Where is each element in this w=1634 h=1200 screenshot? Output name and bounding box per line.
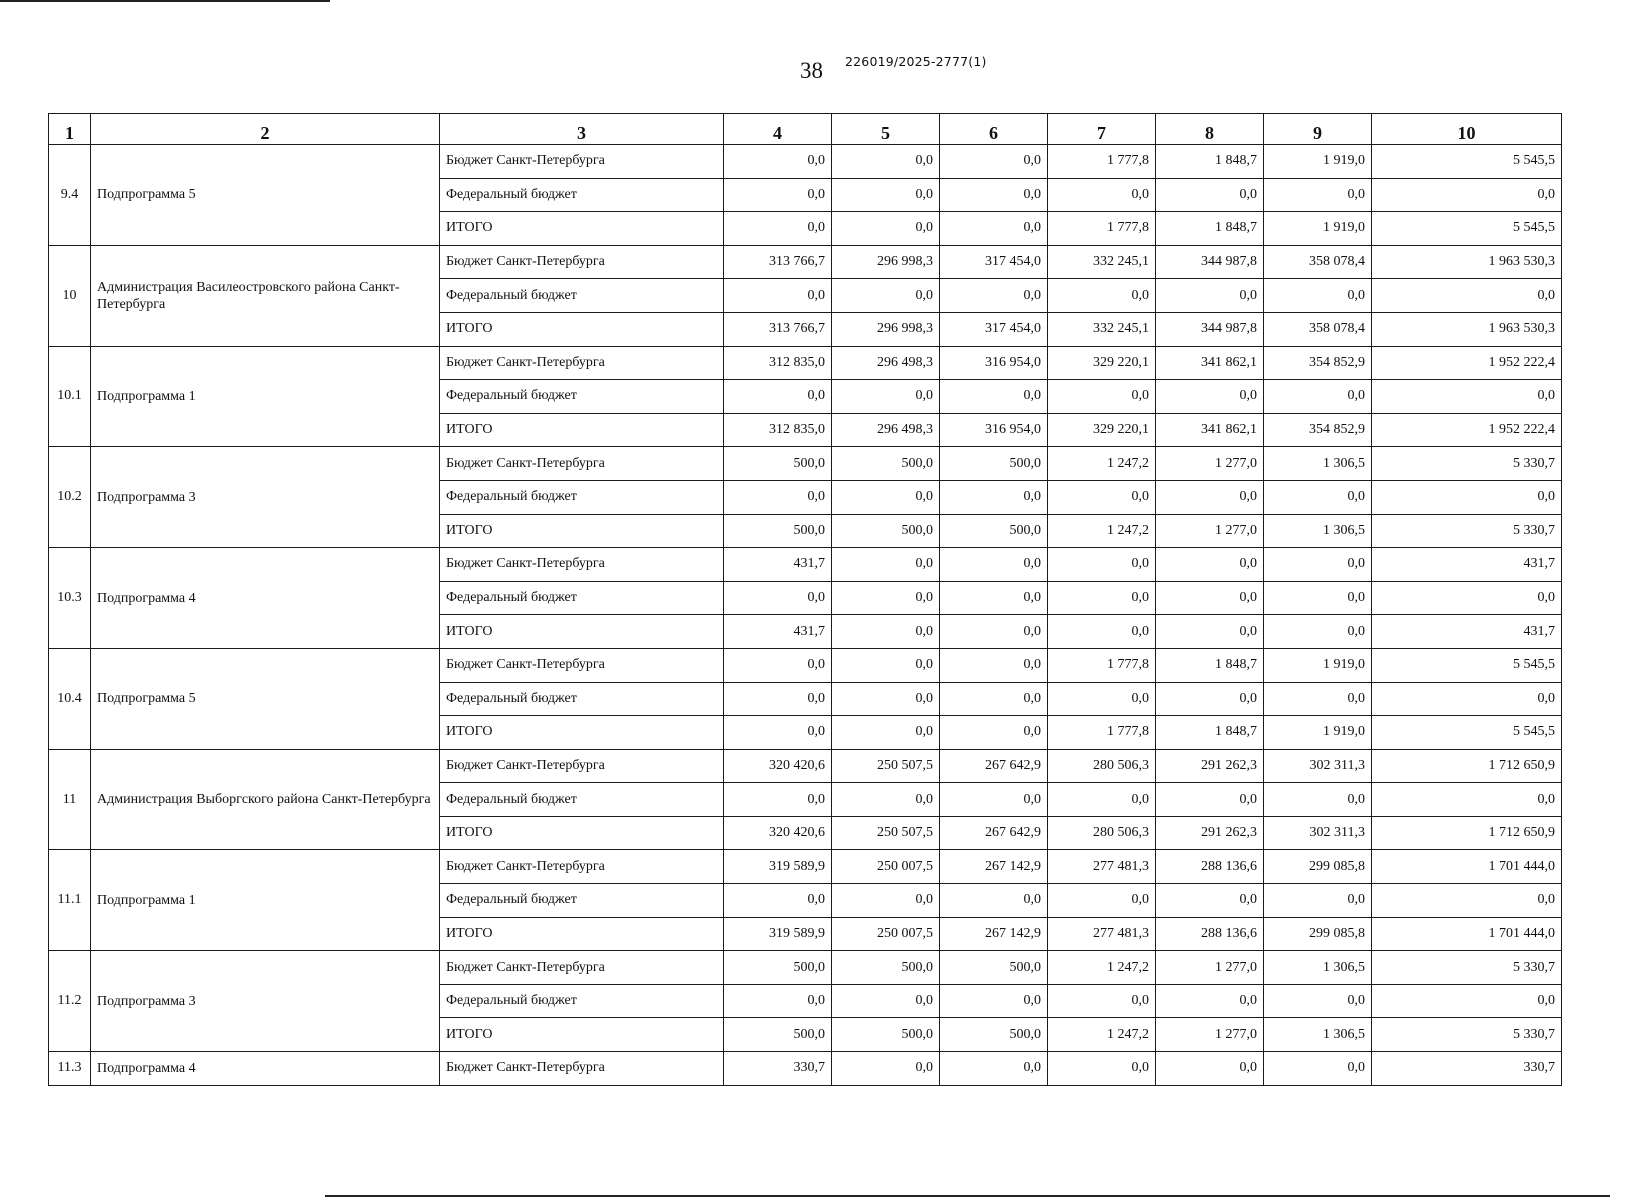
- value-cell: 0,0: [1264, 884, 1372, 918]
- value-cell: 330,7: [724, 1052, 832, 1086]
- row-number: 9.4: [49, 145, 91, 246]
- value-cell: 313 766,7: [724, 245, 832, 279]
- row-number: 11: [49, 749, 91, 850]
- total-value-cell: 0,0: [1372, 682, 1562, 716]
- value-cell: 1 306,5: [1264, 447, 1372, 481]
- value-cell: 431,7: [724, 615, 832, 649]
- row-number: 10.2: [49, 447, 91, 548]
- value-cell: 344 987,8: [1156, 312, 1264, 346]
- total-value-cell: 1 712 650,9: [1372, 816, 1562, 850]
- value-cell: 332 245,1: [1048, 312, 1156, 346]
- value-cell: 0,0: [724, 783, 832, 817]
- budget-table: [48, 113, 1562, 1086]
- row-name: Администрация Василеостровского района Санкт-Петербурга: [91, 245, 440, 346]
- value-cell: 0,0: [832, 648, 940, 682]
- value-cell: 500,0: [940, 447, 1048, 481]
- funding-source: ИТОГО: [440, 917, 724, 951]
- total-value-cell: 5 545,5: [1372, 648, 1562, 682]
- value-cell: 0,0: [724, 480, 832, 514]
- value-cell: 0,0: [1264, 1052, 1372, 1086]
- value-cell: 1 247,2: [1048, 514, 1156, 548]
- funding-source: Бюджет Санкт-Петербурга: [440, 1052, 724, 1086]
- row-name: Подпрограмма 3: [91, 951, 440, 1052]
- value-cell: 267 142,9: [940, 850, 1048, 884]
- value-cell: 0,0: [1048, 783, 1156, 817]
- value-cell: 288 136,6: [1156, 917, 1264, 951]
- total-value-cell: 0,0: [1372, 984, 1562, 1018]
- value-cell: 500,0: [724, 951, 832, 985]
- value-cell: 250 007,5: [832, 850, 940, 884]
- row-number: 11.1: [49, 850, 91, 951]
- value-cell: 0,0: [832, 682, 940, 716]
- value-cell: 1 919,0: [1264, 145, 1372, 179]
- funding-source: Федеральный бюджет: [440, 581, 724, 615]
- value-cell: 358 078,4: [1264, 245, 1372, 279]
- value-cell: 1 848,7: [1156, 648, 1264, 682]
- value-cell: 500,0: [832, 951, 940, 985]
- value-cell: 0,0: [1156, 615, 1264, 649]
- table-row: [49, 245, 1562, 279]
- value-cell: 0,0: [724, 648, 832, 682]
- value-cell: 329 220,1: [1048, 413, 1156, 447]
- funding-source: Федеральный бюджет: [440, 884, 724, 918]
- value-cell: 296 498,3: [832, 413, 940, 447]
- value-cell: 0,0: [832, 783, 940, 817]
- funding-source: Федеральный бюджет: [440, 380, 724, 414]
- value-cell: 0,0: [1048, 1052, 1156, 1086]
- value-cell: 316 954,0: [940, 346, 1048, 380]
- value-cell: 0,0: [940, 548, 1048, 582]
- value-cell: 0,0: [1264, 783, 1372, 817]
- total-value-cell: 1 701 444,0: [1372, 850, 1562, 884]
- total-value-cell: 0,0: [1372, 783, 1562, 817]
- total-value-cell: 5 545,5: [1372, 212, 1562, 246]
- table-row: [49, 951, 1562, 985]
- funding-source: Федеральный бюджет: [440, 279, 724, 313]
- header-cell: 4: [724, 114, 832, 145]
- value-cell: 302 311,3: [1264, 749, 1372, 783]
- row-name: Подпрограмма 4: [91, 1052, 440, 1086]
- value-cell: 0,0: [1156, 984, 1264, 1018]
- value-cell: 1 777,8: [1048, 145, 1156, 179]
- value-cell: 291 262,3: [1156, 816, 1264, 850]
- value-cell: 500,0: [724, 514, 832, 548]
- value-cell: 0,0: [1156, 480, 1264, 514]
- value-cell: 0,0: [940, 648, 1048, 682]
- value-cell: 0,0: [724, 716, 832, 750]
- table-row: [49, 850, 1562, 884]
- value-cell: 250 507,5: [832, 816, 940, 850]
- value-cell: 354 852,9: [1264, 413, 1372, 447]
- total-value-cell: 0,0: [1372, 380, 1562, 414]
- row-number: 10.1: [49, 346, 91, 447]
- value-cell: 1 919,0: [1264, 716, 1372, 750]
- funding-source: ИТОГО: [440, 1018, 724, 1052]
- header-cell: 7: [1048, 114, 1156, 145]
- funding-source: Федеральный бюджет: [440, 480, 724, 514]
- funding-source: Федеральный бюджет: [440, 984, 724, 1018]
- value-cell: 1 777,8: [1048, 716, 1156, 750]
- funding-source: Бюджет Санкт-Петербурга: [440, 951, 724, 985]
- value-cell: 500,0: [832, 514, 940, 548]
- funding-source: Бюджет Санкт-Петербурга: [440, 346, 724, 380]
- value-cell: 0,0: [940, 581, 1048, 615]
- value-cell: 250 507,5: [832, 749, 940, 783]
- value-cell: 1 306,5: [1264, 514, 1372, 548]
- funding-source: Бюджет Санкт-Петербурга: [440, 145, 724, 179]
- table-row: [49, 548, 1562, 582]
- value-cell: 0,0: [1264, 984, 1372, 1018]
- value-cell: 0,0: [1156, 581, 1264, 615]
- value-cell: 0,0: [724, 145, 832, 179]
- value-cell: 0,0: [832, 984, 940, 1018]
- value-cell: 1 277,0: [1156, 447, 1264, 481]
- value-cell: 316 954,0: [940, 413, 1048, 447]
- value-cell: 0,0: [940, 279, 1048, 313]
- value-cell: 0,0: [724, 581, 832, 615]
- scan-edge-line-top: [0, 0, 330, 2]
- total-value-cell: 0,0: [1372, 178, 1562, 212]
- value-cell: 0,0: [1264, 480, 1372, 514]
- value-cell: 280 506,3: [1048, 749, 1156, 783]
- header-cell: 1: [49, 114, 91, 145]
- value-cell: 296 998,3: [832, 312, 940, 346]
- value-cell: 0,0: [1048, 682, 1156, 716]
- value-cell: 1 848,7: [1156, 716, 1264, 750]
- value-cell: 431,7: [724, 548, 832, 582]
- value-cell: 1 247,2: [1048, 447, 1156, 481]
- table-row: [49, 1052, 1562, 1086]
- total-value-cell: 1 712 650,9: [1372, 749, 1562, 783]
- value-cell: 250 007,5: [832, 917, 940, 951]
- total-value-cell: 0,0: [1372, 581, 1562, 615]
- value-cell: 500,0: [940, 1018, 1048, 1052]
- value-cell: 500,0: [940, 951, 1048, 985]
- value-cell: 0,0: [940, 783, 1048, 817]
- value-cell: 0,0: [724, 380, 832, 414]
- total-value-cell: 5 545,5: [1372, 145, 1562, 179]
- value-cell: 267 642,9: [940, 749, 1048, 783]
- funding-source: ИТОГО: [440, 514, 724, 548]
- value-cell: 500,0: [724, 1018, 832, 1052]
- value-cell: 0,0: [832, 480, 940, 514]
- value-cell: 0,0: [1048, 884, 1156, 918]
- value-cell: 277 481,3: [1048, 850, 1156, 884]
- funding-source: Федеральный бюджет: [440, 178, 724, 212]
- header-cell: 8: [1156, 114, 1264, 145]
- page-number: 38: [800, 58, 823, 83]
- value-cell: 299 085,8: [1264, 917, 1372, 951]
- value-cell: 1 777,8: [1048, 212, 1156, 246]
- value-cell: 299 085,8: [1264, 850, 1372, 884]
- total-value-cell: 5 330,7: [1372, 1018, 1562, 1052]
- header-cell: 2: [91, 114, 440, 145]
- row-number: 10.4: [49, 648, 91, 749]
- value-cell: 0,0: [724, 279, 832, 313]
- value-cell: 1 247,2: [1048, 1018, 1156, 1052]
- header-row: [49, 114, 1562, 145]
- value-cell: 0,0: [724, 178, 832, 212]
- value-cell: 1 306,5: [1264, 1018, 1372, 1052]
- value-cell: 332 245,1: [1048, 245, 1156, 279]
- value-cell: 1 777,8: [1048, 648, 1156, 682]
- value-cell: 319 589,9: [724, 917, 832, 951]
- value-cell: 0,0: [1264, 615, 1372, 649]
- value-cell: 0,0: [724, 682, 832, 716]
- value-cell: 0,0: [832, 615, 940, 649]
- total-value-cell: 431,7: [1372, 548, 1562, 582]
- value-cell: 329 220,1: [1048, 346, 1156, 380]
- value-cell: 0,0: [832, 548, 940, 582]
- row-name: Подпрограмма 5: [91, 648, 440, 749]
- value-cell: 500,0: [832, 1018, 940, 1052]
- value-cell: 0,0: [940, 615, 1048, 649]
- value-cell: 0,0: [1156, 380, 1264, 414]
- value-cell: 0,0: [832, 178, 940, 212]
- total-value-cell: 431,7: [1372, 615, 1562, 649]
- funding-source: ИТОГО: [440, 413, 724, 447]
- value-cell: 0,0: [832, 1052, 940, 1086]
- value-cell: 344 987,8: [1156, 245, 1264, 279]
- value-cell: 0,0: [1156, 548, 1264, 582]
- value-cell: 1 919,0: [1264, 212, 1372, 246]
- value-cell: 317 454,0: [940, 312, 1048, 346]
- total-value-cell: 0,0: [1372, 480, 1562, 514]
- total-value-cell: 330,7: [1372, 1052, 1562, 1086]
- value-cell: 0,0: [832, 716, 940, 750]
- funding-source: Бюджет Санкт-Петербурга: [440, 447, 724, 481]
- value-cell: 354 852,9: [1264, 346, 1372, 380]
- value-cell: 1 277,0: [1156, 514, 1264, 548]
- value-cell: 1 919,0: [1264, 648, 1372, 682]
- value-cell: 0,0: [1264, 581, 1372, 615]
- value-cell: 0,0: [940, 1052, 1048, 1086]
- row-number: 11.2: [49, 951, 91, 1052]
- header-cell: 10: [1372, 114, 1562, 145]
- document-code: 226019/2025-2777(1): [845, 54, 987, 69]
- header-cell: 9: [1264, 114, 1372, 145]
- row-name: Подпрограмма 3: [91, 447, 440, 548]
- row-name: Подпрограмма 5: [91, 145, 440, 246]
- value-cell: 1 277,0: [1156, 951, 1264, 985]
- value-cell: 0,0: [1048, 581, 1156, 615]
- row-name: Администрация Выборгского района Санкт-Петербурга: [91, 749, 440, 850]
- funding-source: ИТОГО: [440, 716, 724, 750]
- value-cell: 0,0: [1264, 682, 1372, 716]
- table-row: [49, 749, 1562, 783]
- value-cell: 280 506,3: [1048, 816, 1156, 850]
- value-cell: 0,0: [1048, 615, 1156, 649]
- row-number: 10: [49, 245, 91, 346]
- scan-edge-line-bottom: [325, 1195, 1610, 1197]
- value-cell: 341 862,1: [1156, 346, 1264, 380]
- value-cell: 0,0: [940, 145, 1048, 179]
- value-cell: 296 498,3: [832, 346, 940, 380]
- value-cell: 0,0: [832, 884, 940, 918]
- value-cell: 0,0: [940, 682, 1048, 716]
- total-value-cell: 1 952 222,4: [1372, 346, 1562, 380]
- value-cell: 0,0: [832, 212, 940, 246]
- value-cell: 0,0: [832, 145, 940, 179]
- total-value-cell: 5 330,7: [1372, 951, 1562, 985]
- value-cell: 0,0: [832, 380, 940, 414]
- value-cell: 317 454,0: [940, 245, 1048, 279]
- value-cell: 0,0: [1156, 178, 1264, 212]
- total-value-cell: 1 952 222,4: [1372, 413, 1562, 447]
- value-cell: 296 998,3: [832, 245, 940, 279]
- value-cell: 0,0: [1264, 380, 1372, 414]
- total-value-cell: 1 701 444,0: [1372, 917, 1562, 951]
- value-cell: 0,0: [940, 380, 1048, 414]
- funding-source: Федеральный бюджет: [440, 783, 724, 817]
- header-cell: 6: [940, 114, 1048, 145]
- total-value-cell: 1 963 530,3: [1372, 312, 1562, 346]
- value-cell: 312 835,0: [724, 346, 832, 380]
- table-row: [49, 648, 1562, 682]
- value-cell: 0,0: [1156, 1052, 1264, 1086]
- value-cell: 0,0: [940, 884, 1048, 918]
- funding-source: ИТОГО: [440, 212, 724, 246]
- value-cell: 0,0: [1156, 279, 1264, 313]
- value-cell: 0,0: [1156, 682, 1264, 716]
- value-cell: 319 589,9: [724, 850, 832, 884]
- row-name: Подпрограмма 4: [91, 548, 440, 649]
- value-cell: 0,0: [1264, 279, 1372, 313]
- value-cell: 0,0: [1048, 548, 1156, 582]
- value-cell: 288 136,6: [1156, 850, 1264, 884]
- funding-source: Бюджет Санкт-Петербурга: [440, 245, 724, 279]
- value-cell: 500,0: [724, 447, 832, 481]
- value-cell: 0,0: [940, 212, 1048, 246]
- value-cell: 267 142,9: [940, 917, 1048, 951]
- value-cell: 0,0: [1264, 178, 1372, 212]
- value-cell: 0,0: [1156, 783, 1264, 817]
- value-cell: 358 078,4: [1264, 312, 1372, 346]
- value-cell: 0,0: [940, 480, 1048, 514]
- value-cell: 1 848,7: [1156, 145, 1264, 179]
- total-value-cell: 1 963 530,3: [1372, 245, 1562, 279]
- value-cell: 313 766,7: [724, 312, 832, 346]
- value-cell: 0,0: [1048, 480, 1156, 514]
- table-row: [49, 145, 1562, 179]
- funding-source: Бюджет Санкт-Петербурга: [440, 648, 724, 682]
- value-cell: 0,0: [724, 212, 832, 246]
- total-value-cell: 0,0: [1372, 884, 1562, 918]
- funding-source: Бюджет Санкт-Петербурга: [440, 850, 724, 884]
- value-cell: 267 642,9: [940, 816, 1048, 850]
- table-row: [49, 447, 1562, 481]
- value-cell: 500,0: [832, 447, 940, 481]
- header-cell: 5: [832, 114, 940, 145]
- total-value-cell: 5 330,7: [1372, 514, 1562, 548]
- table-body: [49, 145, 1562, 1086]
- funding-source: Федеральный бюджет: [440, 682, 724, 716]
- row-number: 11.3: [49, 1052, 91, 1086]
- value-cell: 0,0: [940, 716, 1048, 750]
- value-cell: 0,0: [1048, 178, 1156, 212]
- value-cell: 0,0: [1048, 984, 1156, 1018]
- value-cell: 0,0: [1048, 279, 1156, 313]
- value-cell: 0,0: [724, 984, 832, 1018]
- value-cell: 0,0: [940, 984, 1048, 1018]
- value-cell: 500,0: [940, 514, 1048, 548]
- total-value-cell: 0,0: [1372, 279, 1562, 313]
- value-cell: 1 277,0: [1156, 1018, 1264, 1052]
- value-cell: 302 311,3: [1264, 816, 1372, 850]
- value-cell: 0,0: [1264, 548, 1372, 582]
- value-cell: 312 835,0: [724, 413, 832, 447]
- value-cell: 320 420,6: [724, 816, 832, 850]
- value-cell: 0,0: [940, 178, 1048, 212]
- funding-source: ИТОГО: [440, 615, 724, 649]
- value-cell: 291 262,3: [1156, 749, 1264, 783]
- total-value-cell: 5 545,5: [1372, 716, 1562, 750]
- table-row: [49, 346, 1562, 380]
- row-name: Подпрограмма 1: [91, 346, 440, 447]
- total-value-cell: 5 330,7: [1372, 447, 1562, 481]
- row-name: Подпрограмма 1: [91, 850, 440, 951]
- funding-source: ИТОГО: [440, 816, 724, 850]
- value-cell: 1 247,2: [1048, 951, 1156, 985]
- value-cell: 1 306,5: [1264, 951, 1372, 985]
- value-cell: 277 481,3: [1048, 917, 1156, 951]
- value-cell: 1 848,7: [1156, 212, 1264, 246]
- row-number: 10.3: [49, 548, 91, 649]
- header-cell: 3: [440, 114, 724, 145]
- value-cell: 0,0: [832, 279, 940, 313]
- value-cell: 0,0: [1048, 380, 1156, 414]
- funding-source: Бюджет Санкт-Петербурга: [440, 548, 724, 582]
- value-cell: 0,0: [832, 581, 940, 615]
- funding-source: ИТОГО: [440, 312, 724, 346]
- funding-source: Бюджет Санкт-Петербурга: [440, 749, 724, 783]
- value-cell: 341 862,1: [1156, 413, 1264, 447]
- value-cell: 0,0: [1156, 884, 1264, 918]
- value-cell: 320 420,6: [724, 749, 832, 783]
- value-cell: 0,0: [724, 884, 832, 918]
